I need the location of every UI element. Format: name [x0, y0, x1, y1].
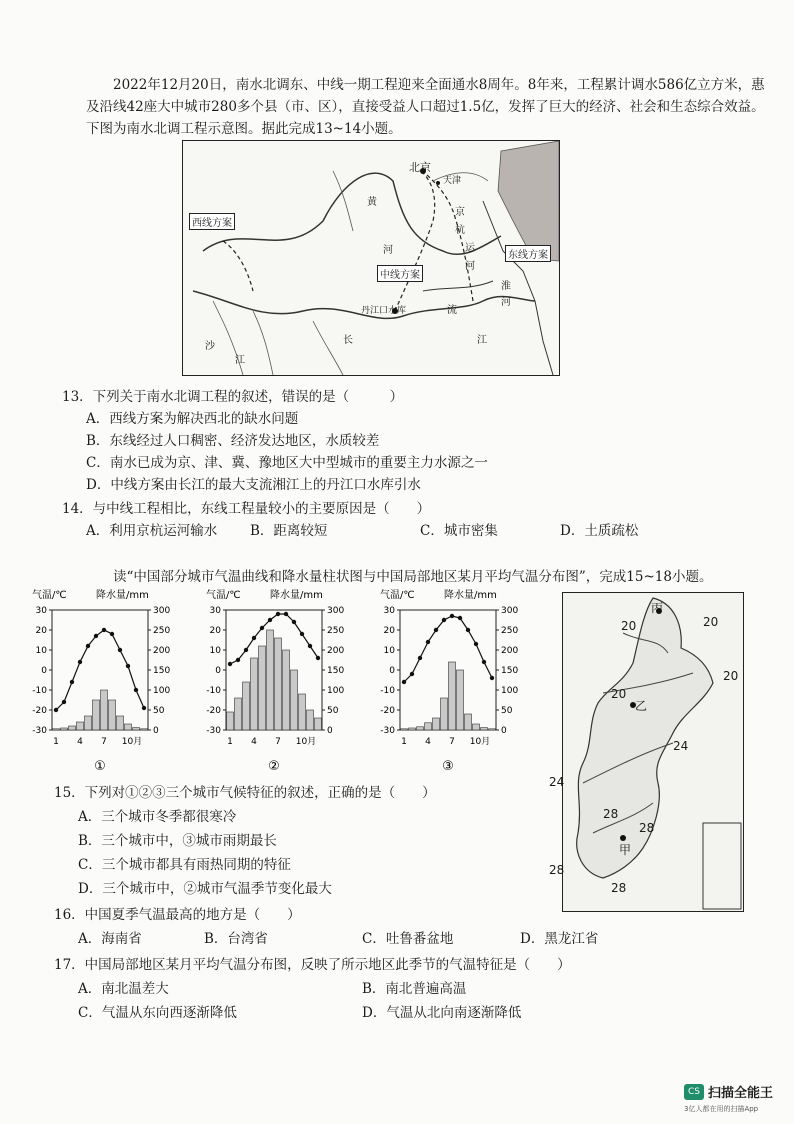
temp-point [442, 618, 446, 622]
precip-bar [465, 714, 472, 730]
isotherm-20-a: 20 [621, 619, 637, 633]
precip-bar [401, 729, 408, 730]
isotherm-20-c: 20 [723, 669, 739, 683]
precip-bar [109, 700, 116, 730]
temp-point [260, 626, 264, 630]
river-huang-char-1: 黄 [367, 197, 377, 208]
q14-option-b[interactable]: B．距离较短 [250, 523, 328, 539]
q17-option-a[interactable]: A．南北温差大 [78, 981, 169, 997]
precip-bar [141, 729, 148, 730]
middle-route-label: 中线方案 [377, 265, 423, 282]
isotherm-28-a: 28 [603, 807, 619, 821]
precip-bar [489, 729, 496, 730]
river-sha-label: 沙 [205, 341, 215, 352]
temp-axis-label-2: 气温/℃ [206, 590, 241, 601]
q13-stem: 13．下列关于南水北调工程的叙述，错误的是（ ） [62, 389, 404, 405]
precip-tick-label: 150 [501, 666, 519, 676]
temp-point [402, 680, 406, 684]
precip-bar [133, 728, 140, 730]
intro-paragraph-2: 读“中国部分城市气温曲线和降水量柱状图与中国局部地区某月平均气温分布图”，完成15~18小题。 [113, 569, 713, 585]
q17-option-d[interactable]: D．气温从北向南逐渐降低 [362, 1005, 522, 1021]
precip-bar [259, 646, 266, 730]
temp-tick-label: 30 [383, 606, 395, 616]
temp-point [292, 620, 296, 624]
temp-point [236, 658, 240, 662]
temp-tick-label: 10 [209, 646, 221, 656]
precip-bar [417, 727, 424, 730]
canal-char-2: 杭 [455, 225, 465, 236]
tianjin-label: 天津 [443, 176, 462, 186]
x-tick-label: 1 [53, 737, 59, 747]
danjiangkou-label: 丹江口水库 [361, 306, 407, 316]
q16-option-a[interactable]: A．海南省 [78, 931, 142, 947]
x-tick-label: 4 [251, 737, 257, 747]
label-yi: 乙 [635, 699, 648, 713]
river-huai-char-1: 淮 [501, 281, 511, 292]
q16-option-b[interactable]: B．台湾省 [204, 931, 268, 947]
q13-option-d[interactable]: D．中线方案由长江的最大支流湘江上的丹江口水库引水 [86, 477, 421, 493]
q15-option-a[interactable]: A．三个城市冬季都很寒冷 [78, 809, 237, 825]
water-diversion-map [182, 140, 560, 376]
precip-tick-label: 150 [327, 666, 345, 676]
q15-option-d[interactable]: D．三个城市中，②城市气温季节变化最大 [78, 881, 332, 897]
river-chang-char-1: 长 [343, 335, 353, 346]
temp-point [126, 664, 130, 668]
chart-number-3: ③ [442, 759, 454, 774]
temp-tick-label: 0 [215, 666, 221, 676]
chart-number-1: ① [94, 759, 106, 774]
isotherm-24-a: 24 [673, 739, 689, 753]
precip-bar [117, 716, 124, 730]
q17-option-c[interactable]: C．气温从东向西逐渐降低 [78, 1005, 237, 1021]
temp-tick-label: 0 [389, 666, 395, 676]
precip-tick-label: 0 [327, 726, 333, 736]
water-diversion-map-svg [183, 141, 559, 375]
precip-tick-label: 0 [153, 726, 159, 736]
precip-tick-label: 250 [501, 626, 519, 636]
temp-point [142, 706, 146, 710]
temp-point [410, 672, 414, 676]
temp-point [490, 676, 494, 680]
precip-bar [291, 670, 298, 730]
temp-point [418, 656, 422, 660]
scanner-app-name: 扫描全能王 [708, 1086, 774, 1101]
precip-bar [227, 712, 234, 730]
scanner-watermark [684, 1082, 788, 1118]
precip-bar [85, 716, 92, 730]
q13-option-a[interactable]: A．西线方案为解决西北的缺水问题 [86, 411, 299, 427]
temp-line [230, 614, 318, 664]
q14-option-a[interactable]: A．利用京杭运河输水 [86, 523, 218, 539]
x-tick-label: 7 [275, 737, 281, 747]
climate-charts-svg [30, 588, 550, 778]
east-route-label: 东线方案 [505, 245, 551, 262]
temp-tick-label: -20 [206, 706, 221, 716]
chart-number-2: ② [268, 759, 280, 774]
temp-tick-label: -30 [380, 726, 395, 736]
precip-bar [457, 670, 464, 730]
q13-option-c[interactable]: C．南水已成为京、津、冀、豫地区大中型城市的重要主力水源之一 [86, 455, 488, 471]
river-chang-char-2: 江 [477, 335, 487, 346]
precip-tick-label: 100 [153, 686, 171, 696]
precip-bar [433, 718, 440, 730]
temp-point [458, 616, 462, 620]
climate-charts [30, 588, 550, 778]
temp-point [78, 660, 82, 664]
intro-paragraph-1: 2022年12月20日，南水北调东、中线一期工程迎来全面通水8周年。8年来，工程累计调水586亿立方米，惠及沿线42座大中城市280多个县（市、区），直接受益人口超过1.5亿，发挥了巨大的经济、社会和生态综合效益。下图为南水北调工程示意图。据此完成13~14小题。 [86, 77, 765, 137]
precip-tick-label: 100 [327, 686, 345, 696]
label-jia: 甲 [619, 843, 632, 857]
x-tick-label: 4 [77, 737, 83, 747]
isotherm-24-b: 24 [549, 775, 565, 789]
river-jiang-label: 江 [235, 355, 245, 366]
precip-bar [441, 698, 448, 730]
beijing-label: 北京 [409, 161, 431, 174]
west-route-label: 西线方案 [189, 213, 235, 230]
precip-bar [93, 700, 100, 730]
temp-line [404, 616, 492, 682]
precip-bar [283, 650, 290, 730]
precip-tick-label: 300 [153, 606, 171, 616]
precip-bar [409, 728, 416, 730]
label-bing: 丙 [651, 601, 664, 615]
temperature-map-svg [563, 593, 743, 911]
precip-bar [275, 638, 282, 730]
precip-bar [61, 728, 68, 730]
x-tick-label-month: 10月 [469, 737, 491, 747]
temp-point [118, 648, 122, 652]
temp-tick-label: 20 [35, 626, 47, 636]
temp-point [94, 634, 98, 638]
temp-point [276, 612, 280, 616]
precip-bar [235, 698, 242, 730]
temp-tick-label: 10 [383, 646, 395, 656]
x-tick-label: 7 [449, 737, 455, 747]
temp-tick-label: -20 [380, 706, 395, 716]
temp-point [244, 648, 248, 652]
temp-tick-label: -10 [206, 686, 221, 696]
precip-tick-label: 50 [501, 706, 513, 716]
precip-bar [449, 662, 456, 730]
temp-axis-label-3: 气温/℃ [380, 590, 415, 601]
temp-point [134, 688, 138, 692]
x-tick-label: 4 [425, 737, 431, 747]
temp-tick-label: -30 [32, 726, 47, 736]
temp-point [482, 660, 486, 664]
precip-tick-label: 100 [501, 686, 519, 696]
temp-point [62, 700, 66, 704]
temp-point [86, 644, 90, 648]
temp-point [308, 644, 312, 648]
temp-point [284, 612, 288, 616]
precip-bar [125, 724, 132, 730]
isotherm-20-b: 20 [703, 615, 719, 629]
scanner-app-icon: CS [684, 1084, 704, 1100]
precip-axis-label-3: 降水量/mm [444, 590, 497, 601]
isotherm-20-d: 20 [611, 687, 627, 701]
temp-point [54, 708, 58, 712]
q15-stem: 15．下列对①②③三个城市气候特征的叙述，正确的是（ ） [54, 785, 436, 801]
q17-option-b[interactable]: B．南北普遍高温 [362, 981, 467, 997]
precip-tick-label: 300 [501, 606, 519, 616]
precip-tick-label: 200 [501, 646, 519, 656]
temp-point [70, 680, 74, 684]
temp-tick-label: 10 [35, 646, 47, 656]
precip-bar [101, 690, 108, 730]
isotherm-28-c: 28 [549, 863, 565, 877]
canal-char-1: 京 [455, 207, 465, 218]
temp-point [466, 628, 470, 632]
precip-bar [481, 728, 488, 730]
q15-option-c[interactable]: C．三个城市都具有雨热同期的特征 [78, 857, 291, 873]
precip-tick-label: 150 [153, 666, 171, 676]
precip-bar [251, 658, 258, 730]
temp-tick-label: -30 [206, 726, 221, 736]
temp-tick-label: 30 [35, 606, 47, 616]
q15-option-b[interactable]: B．三个城市中，③城市雨期最长 [78, 833, 277, 849]
canal-char-4: 河 [465, 261, 475, 272]
precip-bar [243, 682, 250, 730]
precip-bar [473, 724, 480, 730]
precip-tick-label: 200 [153, 646, 171, 656]
precip-bar [69, 726, 76, 730]
precip-tick-label: 250 [153, 626, 171, 636]
precip-bar [425, 723, 432, 730]
precip-tick-label: 50 [327, 706, 339, 716]
precip-tick-label: 300 [327, 606, 345, 616]
canal-char-3: 运 [465, 243, 475, 254]
isotherm-28-d: 28 [611, 881, 627, 895]
x-tick-label-month: 10月 [295, 737, 317, 747]
temp-point [450, 614, 454, 618]
temp-point [110, 632, 114, 636]
temperature-distribution-map [549, 592, 744, 912]
river-huai-char-2: 河 [501, 297, 511, 308]
q13-option-b[interactable]: B．东线经过人口稠密、经济发达地区，水质较差 [86, 433, 380, 449]
temp-point [300, 632, 304, 636]
temp-line [56, 630, 144, 710]
precip-bar [77, 722, 84, 730]
q14-stem: 14．与中线工程相比，东线工程量较小的主要原因是（ ） [62, 501, 431, 517]
temp-tick-label: 20 [209, 626, 221, 636]
precip-bar [267, 630, 274, 730]
temp-point [474, 642, 478, 646]
temp-point [316, 656, 320, 660]
temp-tick-label: -10 [380, 686, 395, 696]
q14-option-c[interactable]: C．城市密集 [420, 523, 498, 539]
scanner-app-tagline: 3亿人都在用的扫描App [684, 1105, 759, 1113]
x-tick-label: 1 [401, 737, 407, 747]
temp-tick-label: -10 [32, 686, 47, 696]
q16-option-c[interactable]: C．吐鲁番盆地 [362, 931, 454, 947]
x-tick-label-month: 10月 [121, 737, 143, 747]
q14-option-d[interactable]: D．土质疏松 [560, 523, 639, 539]
temp-point [434, 628, 438, 632]
precip-tick-label: 0 [501, 726, 507, 736]
precip-bar [53, 729, 60, 730]
q16-stem: 16．中国夏季气温最高的地方是（ ） [54, 907, 301, 923]
river-liu-label: 流 [447, 305, 457, 316]
q17-stem: 17．中国局部地区某月平均气温分布图，反映了所示地区此季节的气温特征是（ ） [54, 957, 571, 973]
x-tick-label: 7 [101, 737, 107, 747]
temp-point [268, 618, 272, 622]
temp-tick-label: 30 [209, 606, 221, 616]
precip-axis-label-1: 降水量/mm [96, 590, 149, 601]
plot-frame-1 [52, 610, 148, 730]
isotherm-28-b: 28 [639, 821, 655, 835]
river-huang-char-2: 河 [383, 245, 393, 256]
precip-tick-label: 250 [327, 626, 345, 636]
temp-point [252, 636, 256, 640]
precip-bar [299, 694, 306, 730]
precip-bar [315, 718, 322, 730]
temp-tick-label: 20 [383, 626, 395, 636]
precip-tick-label: 50 [153, 706, 165, 716]
temp-point [102, 628, 106, 632]
precip-tick-label: 200 [327, 646, 345, 656]
precip-axis-label-2: 降水量/mm [270, 590, 323, 601]
temp-tick-label: 0 [41, 666, 47, 676]
temp-axis-label-1: 气温/℃ [32, 590, 67, 601]
q16-option-d[interactable]: D．黑龙江省 [520, 931, 599, 947]
temp-point [426, 640, 430, 644]
temp-point [228, 662, 232, 666]
temp-tick-label: -20 [32, 706, 47, 716]
x-tick-label: 1 [227, 737, 233, 747]
precip-bar [307, 710, 314, 730]
